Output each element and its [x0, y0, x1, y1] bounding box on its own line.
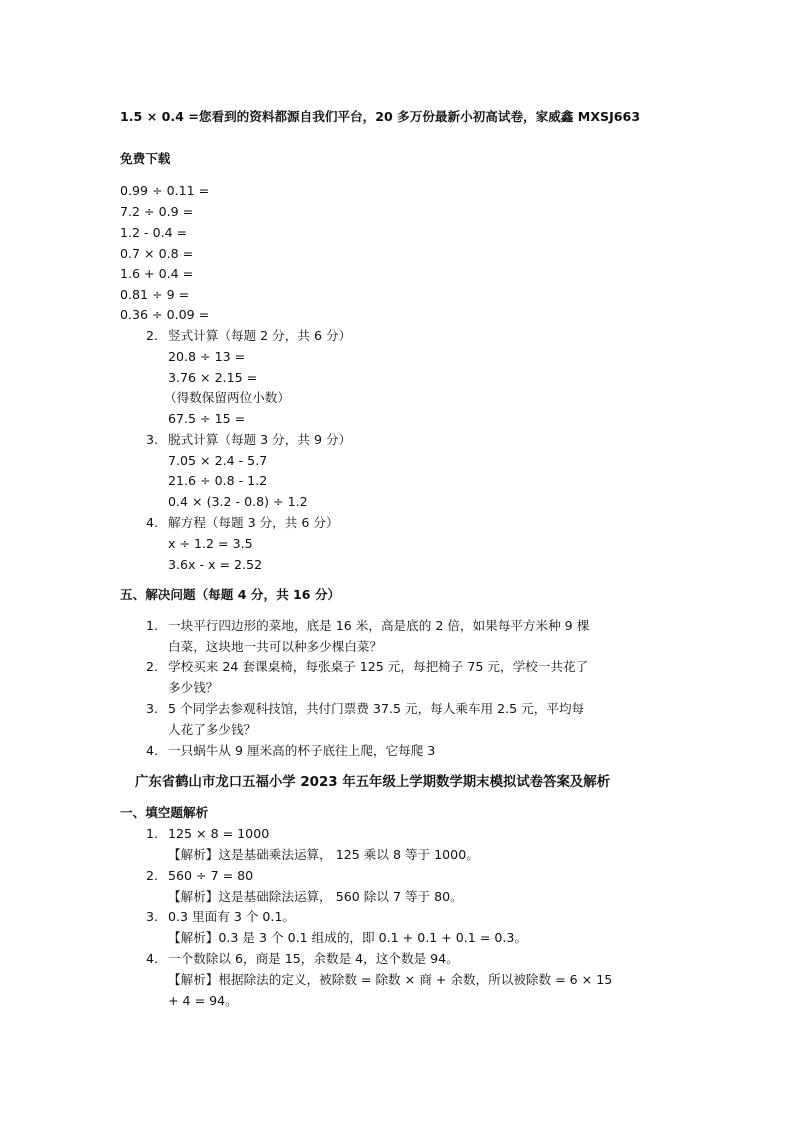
section-2-item: 67.5 ÷ 15 = [168, 411, 246, 426]
section-4-item: 3.6x - x = 2.52 [168, 557, 263, 572]
problem-text: 白菜，这块地一共可以种多少棵白菜？ [168, 639, 383, 654]
problem-text: 一块平行四边形的菜地，底是 16 米，高是底的 2 倍，如果每平方米种 9 棵 [168, 618, 590, 633]
problem-text: 5 个同学去参观科技馆，共付门票费 37.5 元，每人乘车用 2.5 元，平均每 [168, 701, 585, 716]
answer-text: 560 ÷ 7 = 80 [168, 868, 254, 883]
section-3-item: 0.4 × (3.2 - 0.8) ÷ 1.2 [168, 494, 308, 509]
section-4-heading: 解方程（每题 3 分，共 6 分） [168, 515, 339, 530]
answer-analysis: 【解析】0.3 是 3 个 0.1 组成的，即 0.1 + 0.1 + 0.1 = 0.3。 [168, 930, 528, 945]
section-3-item: 7.05 × 2.4 - 5.7 [168, 453, 268, 468]
oral-calc-item: 0.81 ÷ 9 = [120, 287, 190, 302]
problem-text: 学校买来 24 套课桌椅，每张桌子 125 元，每把椅子 75 元，学校一共花了 [168, 659, 589, 674]
answer-analysis: 【解析】这是基础乘法运算， 125 乘以 8 等于 1000。 [168, 847, 479, 862]
answer-analysis-continued: + 4 = 94。 [168, 993, 238, 1008]
answers-section-1-heading: 一、填空题解析 [120, 805, 209, 820]
section-5-heading: 五、解决问题（每题 4 分，共 16 分） [120, 587, 341, 602]
section-3-item: 21.6 ÷ 0.8 - 1.2 [168, 473, 268, 488]
answer-number: 4. [146, 951, 159, 966]
section-2-note: （得数保留两位小数） [164, 390, 290, 405]
section-2-item: 20.8 ÷ 13 = [168, 349, 246, 364]
answer-number: 3. [146, 909, 159, 924]
oral-calc-item: 7.2 ÷ 0.9 = [120, 204, 194, 219]
section-3-heading: 脱式计算（每题 3 分，共 9 分） [168, 432, 352, 447]
problem-number: 3. [146, 701, 159, 716]
section-4-number: 4. [146, 515, 159, 530]
section-2-heading: 竖式计算（每题 2 分，共 6 分） [168, 328, 352, 343]
problem-text: 人花了多少钱？ [168, 722, 257, 737]
problem-number: 4. [146, 743, 159, 758]
answer-analysis: 【解析】这是基础除法运算， 560 除以 7 等于 80。 [168, 889, 463, 904]
section-4-item: x ÷ 1.2 = 3.5 [168, 536, 253, 551]
oral-calc-item: 0.99 ÷ 0.11 = [120, 183, 210, 198]
answers-title: 广东省鹤山市龙口五福小学 2023 年五年级上学期数学期末模拟试卷答案及解析 [135, 775, 611, 790]
problem-text: 多少钱？ [168, 680, 219, 695]
problem-text: 一只蜗牛从 9 厘米高的杯子底往上爬，它每爬 3 [168, 743, 436, 758]
promo-line: 1.5 × 0.4 =您看到的资料都源自我们平台，20 多万份最新小初高试卷，家威鑫 MXSJ663 [120, 109, 641, 124]
oral-calc-item: 0.7 × 0.8 = [120, 246, 194, 261]
problem-number: 1. [146, 618, 159, 633]
oral-calc-item: 0.36 ÷ 0.09 = [120, 307, 210, 322]
problem-number: 2. [146, 659, 159, 674]
answer-text: 125 × 8 = 1000 [168, 826, 270, 841]
free-download-label: 免费下载 [120, 151, 171, 166]
answer-analysis: 【解析】根据除法的定义，被除数 = 除数 × 商 + 余数，所以被除数 = 6 × 15 [168, 972, 613, 987]
answer-text: 一个数除以 6，商是 15，余数是 4，这个数是 94。 [168, 951, 459, 966]
section-2-item: 3.76 × 2.15 = [168, 370, 258, 385]
answer-number: 2. [146, 868, 159, 883]
oral-calc-item: 1.2 - 0.4 = [120, 225, 188, 240]
answer-text: 0.3 里面有 3 个 0.1。 [168, 909, 296, 924]
oral-calc-item: 1.6 + 0.4 = [120, 266, 194, 281]
section-3-number: 3. [146, 432, 159, 447]
answer-number: 1. [146, 826, 159, 841]
section-2-number: 2. [146, 328, 159, 343]
